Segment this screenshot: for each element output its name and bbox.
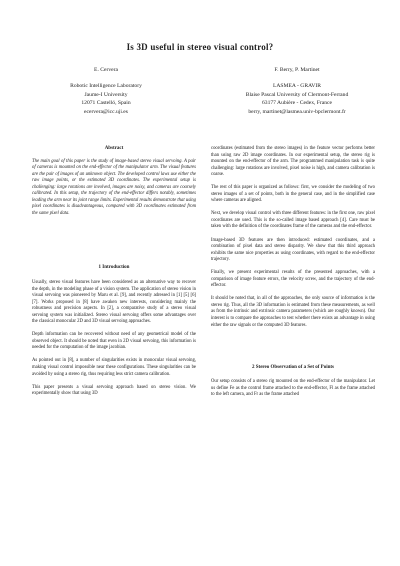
section-heading-introduction: 1 Introduction: [98, 265, 130, 271]
author-block-right: [222, 66, 372, 116]
affiliation-line: LASMEA - GRAVIR: [272, 83, 322, 90]
affiliation-line: Robotic Intelligence Laboratory: [70, 83, 142, 90]
affiliation-line: Blaise Pascal University of Clermont-Ferrand: [245, 91, 349, 98]
body-paragraph: This paper presents a visual servoing approach based on stereo vision. We experimentally show that using 3D: [32, 384, 196, 397]
body-paragraph: Depth information can be recovered without need of any geometrical model of the observed object. It should be noted that even in 2D visual servoing, this information is needed for the computation of the image jacobian.: [32, 332, 196, 351]
body-paragraph: It should be noted that, in all of the approaches, the only source of information is the stereo rig. Thus, all the 3D information is estimated from these measurements, as well as from the intrinsic and extrinsic camera parameters (which are roughly known). Our interest is to compare the approaches to test whether there exists an advantage in using either the raw signals or the computed 3D features.: [211, 296, 375, 328]
section-heading-stereo-observation: 2 Stereo Observation of a Set of Points: [252, 364, 334, 370]
body-paragraph: Finally, we present experimental results of the presented approaches, with a comparison of image feature errors, the velocity screw, and the trajectory of the end-effector.: [211, 270, 375, 289]
body-paragraph: Our setup consists of a stereo rig mounted on the end-effector of the manipulator. Let us define Fe as the control frame attached to the end-effector, Fl as the frame attached to the left camera, and Fr as the frame attached: [211, 379, 375, 398]
affiliation-line: 63177 Aubière - Cedex, France: [261, 100, 333, 107]
body-paragraph: coordinates (estimated from the stereo images) in the feature vector performs better than using raw 2D image coordinates. In our experimental setup, the stereo rig is mounted on the end-effector of the arm. The programmed manipulation task is quite challenging: large rotations are involved, pixel noise is high, and camera calibration is coarse.: [211, 146, 375, 178]
author-email: berry, martinet@lasmea.univ-bpclermont.fr: [248, 108, 346, 115]
author-name: F. Berry, P. Martinet: [274, 67, 320, 73]
author-email: ecervera@icc.uji.es: [84, 108, 128, 115]
body-paragraph: Image-based 3D features are then introduced: estimated coordinates, and a combination of pixel data and stereo disparity. We show that this third approach exhibits the same nice properties as using coordinates, with regard to the end-effector trajectory.: [211, 237, 375, 263]
body-paragraph: As pointed out in [8], a number of singularities exists in monocular visual servoing, making visual control impossible near these configurations. These singularities can be avoided by using a stereo rig, thus requiring less strict camera calibration.: [32, 358, 196, 377]
body-paragraph: Next, we develop visual control with three different features: in the first one, raw pixel coordinates are used. This is the so-called image based approach [4]. Care must be taken with the definition of the coordinates frame of the cameras and the end-effector.: [211, 211, 375, 230]
left-column: [32, 146, 196, 404]
author-name: E. Cervera: [94, 67, 118, 73]
right-column: [211, 146, 375, 405]
paper-title: Is 3D useful in stereo visual control?: [126, 42, 274, 52]
abstract-text: The main goal of this paper is the study of image-based stereo visual servoing. A pair of cameras is mounted on the end-effector of the manipulator arm. The visual features are the pair of images of an unknown object. The developed control laws use either the raw image points, or the estimated 3D coordinates. The experimental setup is challenging: large rotations are involved, images are noisy, and cameras are coarsely calibrated. In this setup, the trajectory of the end-effector differs notably, sometimes leading the arm near its joint range limits. Experimental results demonstrate that using pixel coordinates is disadvantageous, compared with 3D coordinates estimated from the same pixel data.: [32, 158, 196, 216]
affiliation-line: 12071 Castelló, Spain: [81, 100, 131, 107]
author-block-left: [36, 66, 176, 116]
body-paragraph: The rest of this paper is organized as follows: first, we consider the modeling of two stereo images of a set of points, both in the general case, and in the simplified case where cameras are aligned.: [211, 185, 375, 204]
body-paragraph: Usually, stereo visual features have been considered as an alternative way to recover the depth, in the modeling phase of a vision system. The application of stereo vision in visual servoing was pioneered by Maru et al. [9], and recently adressed in [1] [5] [6] [7]. Works proposed in [8] have awaken new interests, considering mainly the robustness and precision aspects. In [2], a comparative study of a stereo visual servoing system was initialized. Stereo visual servoing offers some advantages over the classical monocular 2D and 3D visual servoing approaches.: [32, 280, 196, 325]
affiliation-line: Jaume-I University: [84, 91, 128, 98]
abstract-heading: Abstract: [104, 146, 124, 151]
